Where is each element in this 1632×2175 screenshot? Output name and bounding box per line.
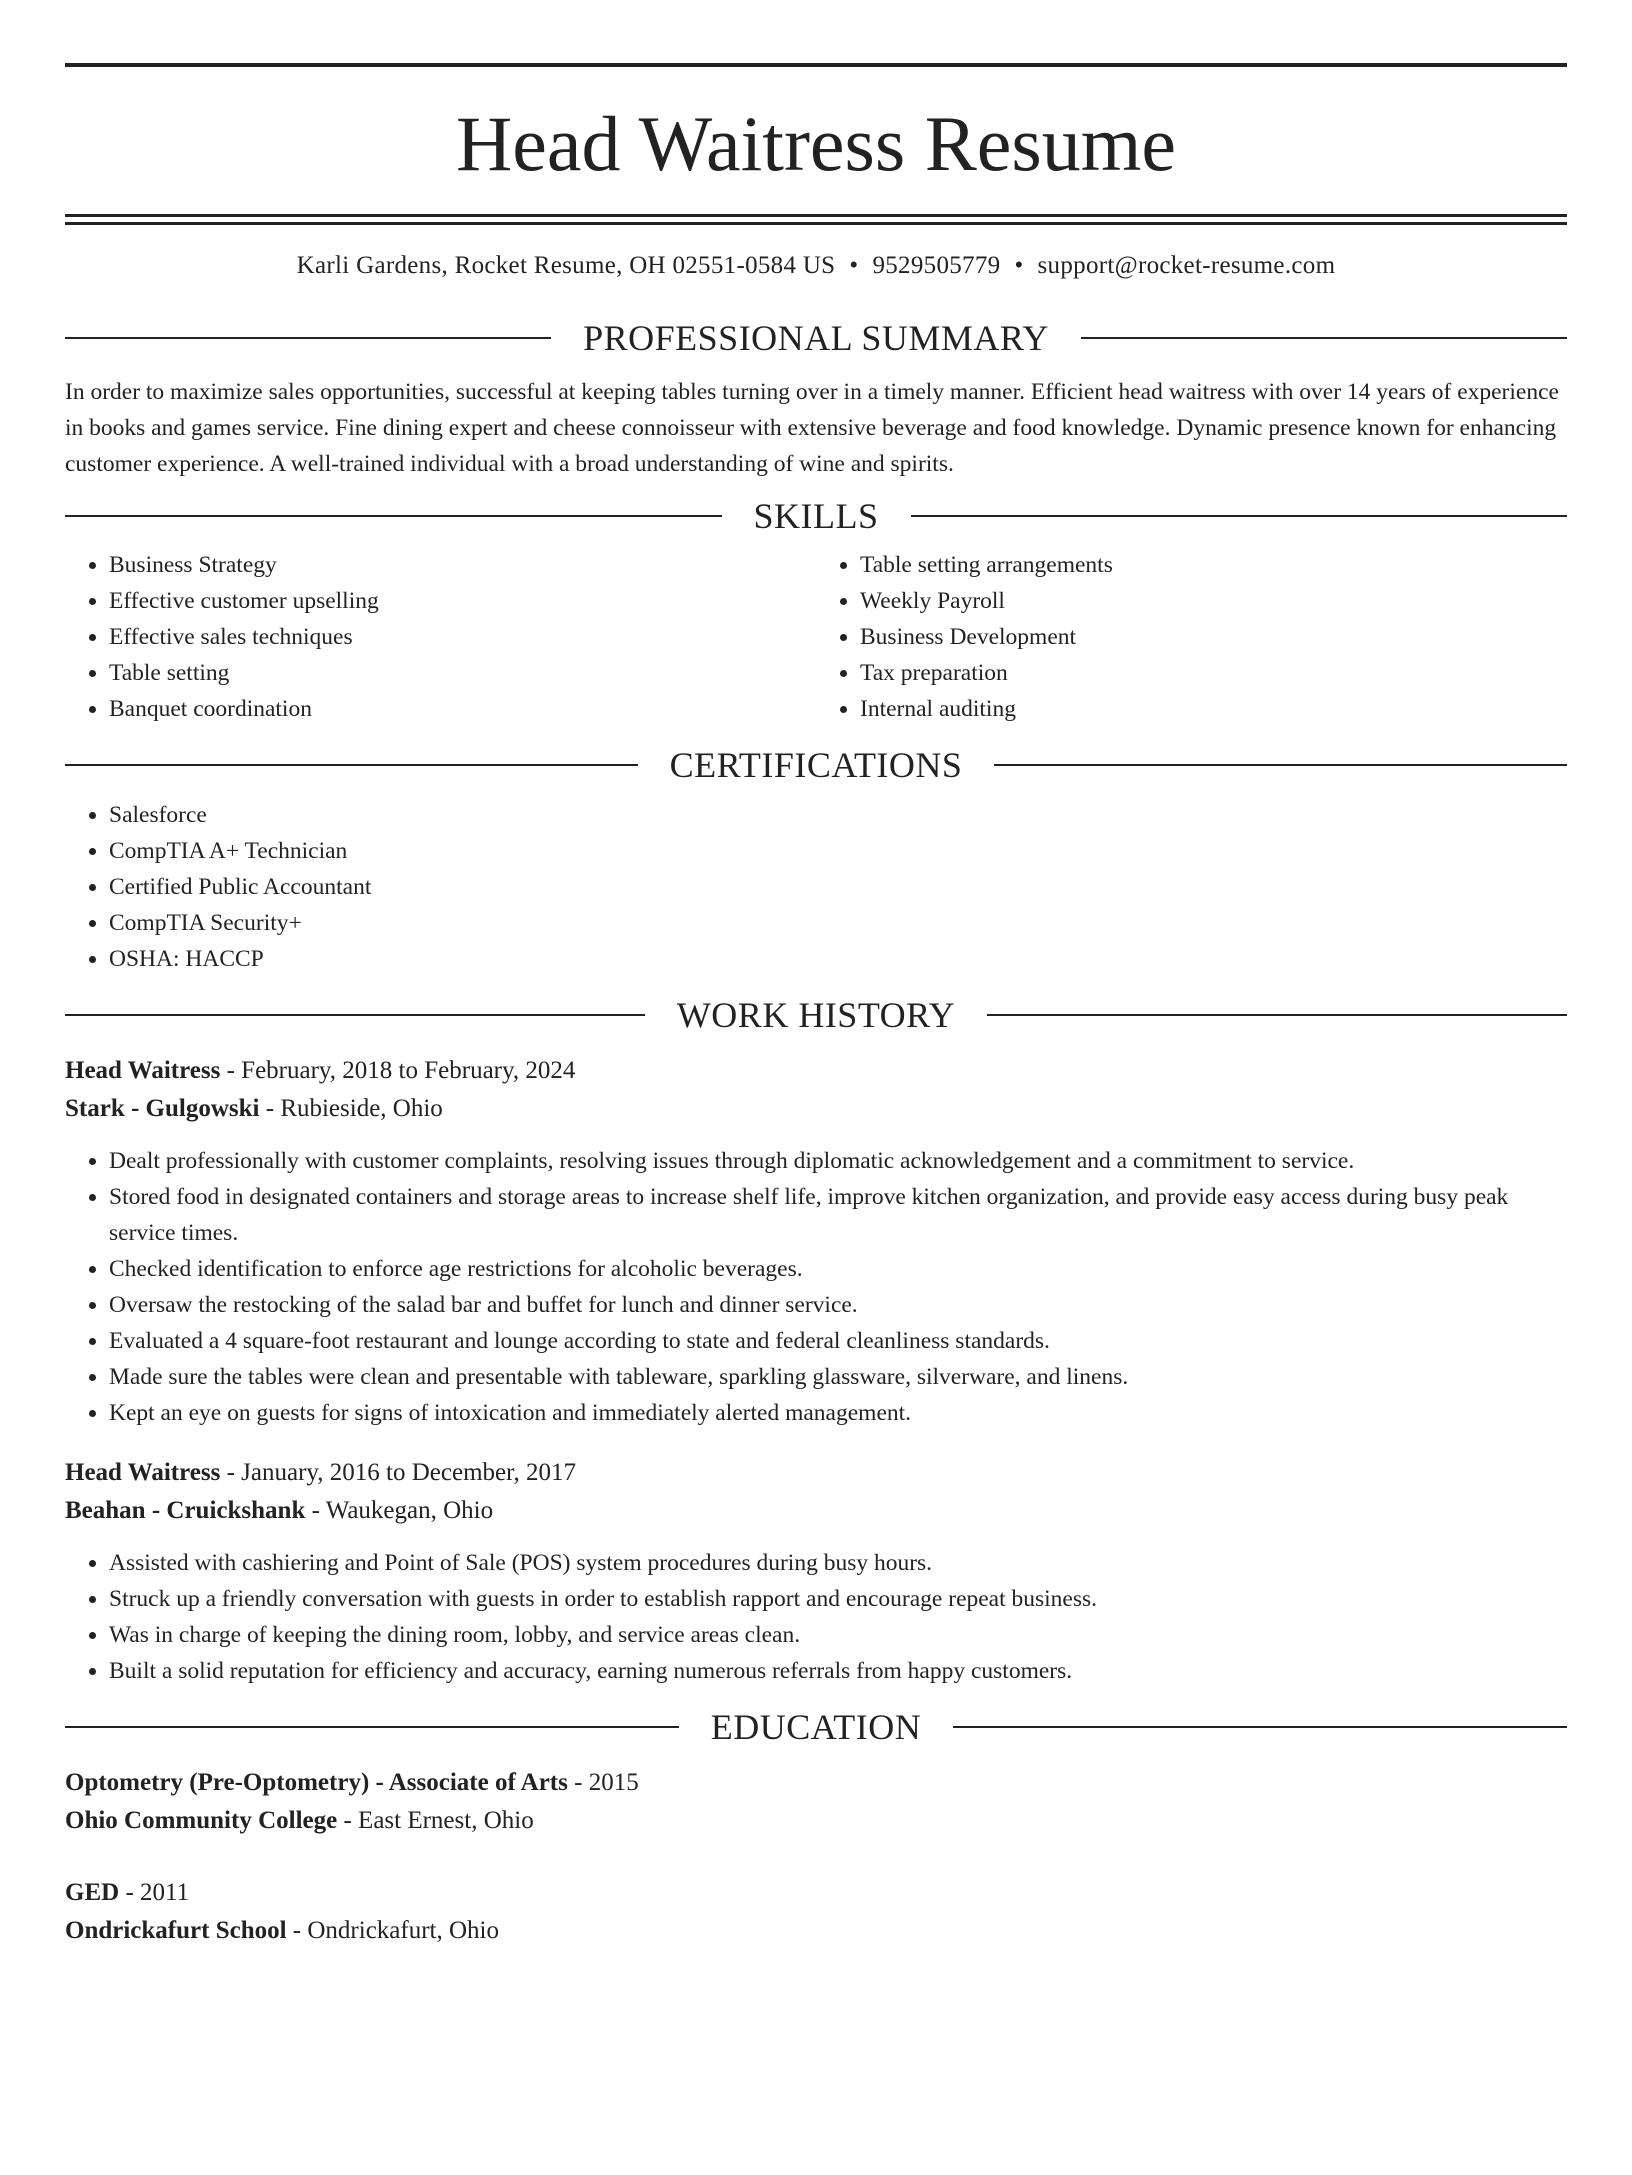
skill-item: • Business Strategy [109, 547, 816, 583]
skills-heading [65, 498, 1567, 534]
job-bullets [65, 1545, 1567, 1689]
certification-item: • Salesforce [109, 797, 1567, 833]
contact-separator: • [849, 252, 859, 279]
job-bullet: • Checked identification to enforce age restrictions for alcoholic beverages. [109, 1251, 1567, 1287]
contact-phone: 9529505779 [872, 252, 1001, 279]
skills-list-right [816, 547, 1567, 727]
job-bullets [65, 1143, 1567, 1431]
certifications-list [65, 797, 1567, 977]
job-bullet: • Kept an eye on guests for signs of intoxication and immediately alerted management. [109, 1395, 1567, 1431]
contact-line [65, 252, 1567, 280]
skill-item: • Table setting arrangements [860, 547, 1567, 583]
dash: - [567, 1769, 589, 1796]
dash: - [119, 1879, 141, 1906]
top-rule [65, 63, 1567, 67]
job-dates: January, 2016 to December, 2017 [241, 1459, 576, 1486]
education-school-line [65, 1912, 1567, 1950]
skill-item: • Weekly Payroll [860, 583, 1567, 619]
job-title: Head Waitress [65, 1459, 221, 1486]
heading-rule [65, 515, 722, 517]
summary-heading [65, 320, 1567, 356]
education-school: Ondrickafurt School [65, 1917, 287, 1944]
contact-address: Karli Gardens, Rocket Resume, OH 02551-0584 US [296, 252, 836, 279]
job-bullet: • Stored food in designated containers and storage areas to increase shelf life, improve kitchen organization, and provide easy access during busy peak service times. [109, 1179, 1567, 1251]
heading-rule [994, 764, 1567, 766]
heading-rule [1081, 337, 1567, 339]
summary-text: In order to maximize sales opportunities, successful at keeping tables turning over in a timely manner. Efficient head waitress with over 14 years of experience in books and games service. Fine dining expert and cheese connoisseur with extensive beverage and food knowledge. Dynamic presence known for enhancing customer experience. A well-trained individual with a broad understanding of wine and spirits. [65, 379, 1559, 477]
dash: - [220, 1459, 242, 1486]
education-degree: GED [65, 1879, 120, 1906]
education-entry [65, 1764, 1567, 1840]
job-bullet: • Dealt professionally with customer complaints, resolving issues through diplomatic acknowledgement and a commitment to service. [109, 1143, 1567, 1179]
job-bullet: • Assisted with cashiering and Point of Sale (POS) system procedures during busy hours. [109, 1545, 1567, 1581]
dash: - [305, 1497, 326, 1524]
work-history-heading-label: WORK HISTORY [676, 995, 956, 1035]
contact-email[interactable]: support@rocket-resume.com [1037, 252, 1336, 279]
heading-rule [953, 1726, 1567, 1728]
skill-item: • Business Development [860, 619, 1567, 655]
job-bullet: • Was in charge of keeping the dining room, lobby, and service areas clean. [109, 1617, 1567, 1653]
skill-item: • Effective sales techniques [109, 619, 816, 655]
job-entry [65, 1052, 1567, 1431]
summary-heading-label: PROFESSIONAL SUMMARY [583, 318, 1049, 358]
certification-item: • OSHA: HACCP [109, 941, 1567, 977]
job-company: Beahan - Cruickshank [65, 1497, 306, 1524]
education-year: 2015 [588, 1769, 639, 1796]
dash: - [337, 1807, 359, 1834]
certification-item: • Certified Public Accountant [109, 869, 1567, 905]
contact-separator: • [1014, 252, 1024, 279]
job-entry [65, 1454, 1567, 1689]
skill-item: • Table setting [109, 655, 816, 691]
education-location: Ondrickafurt, Ohio [307, 1917, 499, 1944]
heading-rule [65, 337, 551, 339]
job-location: Waukegan, Ohio [325, 1497, 494, 1524]
skill-item: • Banquet coordination [109, 691, 816, 727]
skills-columns [65, 547, 1567, 727]
education-degree-line [65, 1764, 1567, 1802]
education-entry [65, 1874, 1567, 1950]
resume-page [0, 63, 1632, 2175]
heading-rule [65, 1014, 645, 1016]
title-double-rule [65, 214, 1567, 225]
heading-rule [65, 764, 638, 766]
education-heading-label: EDUCATION [710, 1707, 922, 1747]
education-degree: Optometry (Pre-Optometry) - Associate of Arts [65, 1769, 568, 1796]
job-company: Stark - Gulgowski [65, 1095, 260, 1122]
resume-title: Head Waitress Resume [455, 100, 1177, 187]
education-degree-line [65, 1874, 1567, 1912]
certification-item: • CompTIA Security+ [109, 905, 1567, 941]
job-bullet: • Oversaw the restocking of the salad bar and buffet for lunch and dinner service. [109, 1287, 1567, 1323]
education-year: 2011 [140, 1879, 190, 1906]
job-bullet: • Struck up a friendly conversation with guests in order to establish rapport and encourage repeat business. [109, 1581, 1567, 1617]
job-title-line [65, 1454, 1567, 1492]
job-bullet: • Built a solid reputation for efficiency and accuracy, earning numerous referrals from happy customers. [109, 1653, 1567, 1689]
heading-rule [911, 515, 1568, 517]
skill-item: • Tax preparation [860, 655, 1567, 691]
job-company-line [65, 1492, 1567, 1530]
job-location: Rubieside, Ohio [280, 1095, 443, 1122]
job-title: Head Waitress [65, 1057, 221, 1084]
heading-rule [987, 1014, 1567, 1016]
education-school: Ohio Community College [65, 1807, 338, 1834]
certifications-heading [65, 747, 1567, 783]
dash: - [220, 1057, 242, 1084]
job-dates: February, 2018 to February, 2024 [241, 1057, 576, 1084]
skill-item: • Internal auditing [860, 691, 1567, 727]
job-bullet: • Evaluated a 4 square-foot restaurant and lounge according to state and federal cleanliness standards. [109, 1323, 1567, 1359]
job-bullet: • Made sure the tables were clean and presentable with tableware, sparkling glassware, silverware, and linens. [109, 1359, 1567, 1395]
skill-item: • Effective customer upselling [109, 583, 816, 619]
certifications-heading-label: CERTIFICATIONS [669, 745, 963, 785]
dash: - [286, 1917, 308, 1944]
job-title-line [65, 1052, 1567, 1090]
job-company-line [65, 1090, 1567, 1128]
education-school-line [65, 1802, 1567, 1840]
skills-list-left [65, 547, 816, 727]
heading-rule [65, 1726, 679, 1728]
education-location: East Ernest, Ohio [358, 1807, 534, 1834]
education-heading [65, 1709, 1567, 1745]
certification-item: • CompTIA A+ Technician [109, 833, 1567, 869]
skills-heading-label: SKILLS [753, 496, 879, 536]
work-history-heading [65, 997, 1567, 1033]
dash: - [259, 1095, 281, 1122]
